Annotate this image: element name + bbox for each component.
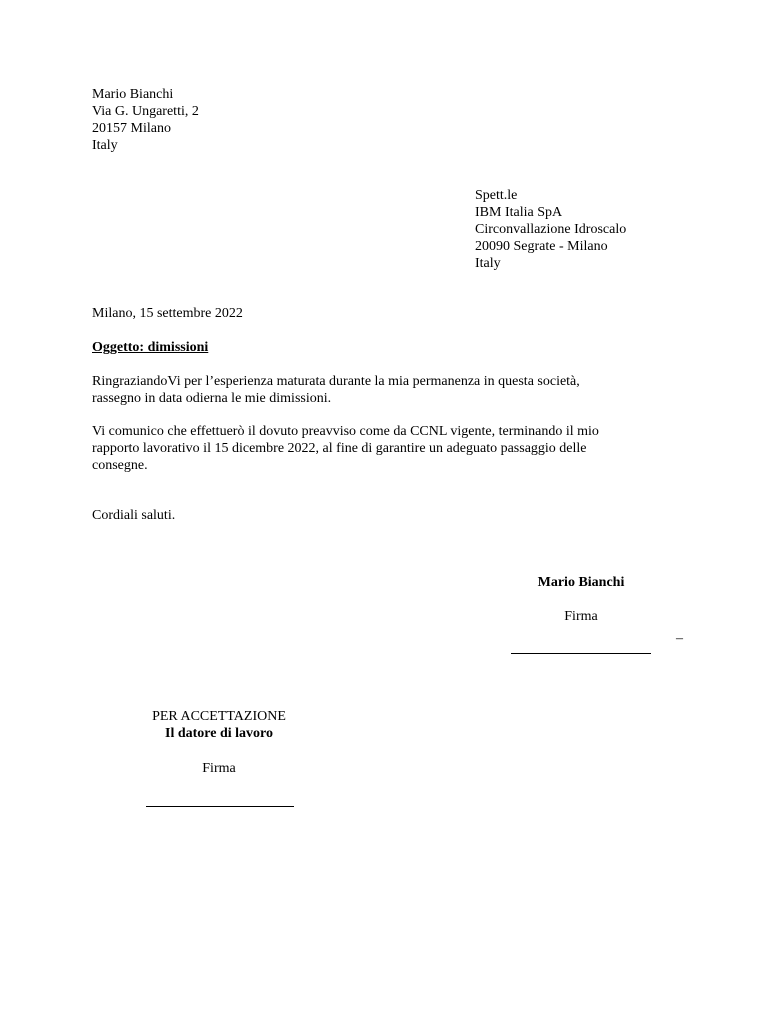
signature-name: Mario Bianchi	[537, 575, 625, 590]
recipient-city: 20090 Segrate - Milano	[475, 239, 608, 254]
acceptance-signature-label: Firma	[202, 761, 236, 776]
sender-street: Via G. Ungaretti, 2	[92, 104, 199, 119]
recipient-company: IBM Italia SpA	[475, 205, 563, 220]
subject-line: Oggetto: dimissioni	[92, 340, 209, 355]
recipient-salutation: Spett.le	[475, 188, 518, 203]
closing-line: Cordiali saluti.	[92, 508, 176, 523]
sender-name: Mario Bianchi	[92, 87, 174, 102]
recipient-address	[475, 187, 626, 272]
signature-label: Firma	[564, 609, 598, 624]
sender-country: Italy	[92, 138, 118, 153]
paragraph-line: rassegno in data odierna le mie dimissioni.	[92, 391, 332, 406]
recipient-street: Circonvallazione Idroscalo	[475, 222, 627, 237]
paragraph-line: Vi comunico che effettuerò il dovuto preavviso come da CCNL vigente, terminando il mio	[92, 424, 599, 439]
sender-address	[92, 86, 199, 154]
paragraph-line: consegne.	[92, 458, 148, 473]
acceptance-title: PER ACCETTAZIONE	[152, 709, 286, 724]
acceptance-signature-line	[146, 806, 294, 807]
date-line: Milano, 15 settembre 2022	[92, 306, 243, 321]
sender-city: 20157 Milano	[92, 121, 171, 136]
recipient-country: Italy	[475, 256, 501, 271]
signature-line	[511, 653, 651, 654]
body-paragraph-1	[92, 373, 580, 407]
paragraph-line: RingraziandoVi per l’esperienza maturata durante la mia permanenza in questa società,	[92, 374, 580, 389]
body-paragraph-2	[92, 423, 599, 474]
signature-dash: –	[676, 631, 683, 646]
acceptance-subtitle: Il datore di lavoro	[165, 726, 273, 741]
paragraph-line: rapporto lavorativo il 15 dicembre 2022, al fine di garantire un adeguato passaggio delle	[92, 441, 587, 456]
